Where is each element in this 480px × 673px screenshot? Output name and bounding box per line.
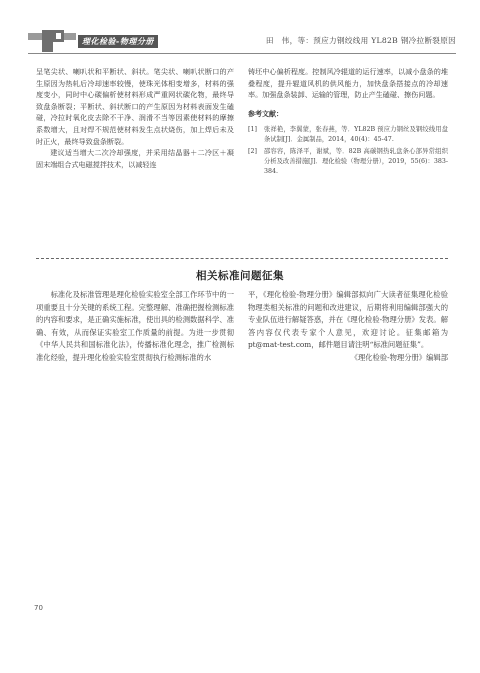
reference-item bbox=[248, 125, 448, 145]
notice-paragraph: 标准化及标准管理是理化检验实验室全部工作环节中的一项重要且十分关键的系统工程。完整理解、准确把握检测标准的内容和要求，是正确实施标准，使出具的检测数据科学、准确、有效，从而保证实验室工作质量的前提。为进一步贯彻《中华人民共和国标准化法》，传播标准化理念，推广检测标准化经验，提升理化检验实验室贯彻执行检测标准的水 bbox=[36, 290, 234, 362]
notice-title: 相关标准问题征集 bbox=[196, 270, 284, 282]
references-heading: 参考文献： bbox=[248, 109, 283, 118]
article-paragraph: 建议适当增大二次冷却强度，并采用结晶器＋二冷区＋凝固末端组合式电磁搅拌技术，以减轻连 bbox=[36, 148, 234, 169]
notice-left-column bbox=[36, 289, 234, 365]
page-header bbox=[28, 30, 456, 52]
article-left-column bbox=[36, 66, 234, 170]
journal-logo-icon bbox=[28, 30, 76, 52]
notice-right-column bbox=[248, 289, 448, 365]
notice-paragraph: 平，《理化检验-物理分册》编辑部拟向广大读者征集理化检验物理类相关标准的问题和改进建议，后期将利用编辑部强大的专业队伍进行解疑答惑，并在《理化检验-物理分册》发表。解答内容仅代表专家个人意见，欢迎讨论。征集邮箱为 pt@mat-test.com，邮件题目请注明“标准问题征集”。 bbox=[248, 290, 448, 350]
reference-text: 张祥艳，李翼蒙，张春燕，等．YL82B 预应力钢丝及钢绞线用盘条试制[J]．金属制品，2014，40(4)：45-47. bbox=[264, 126, 448, 144]
notice-signature: 《理化检验-物理分册》编辑部 bbox=[350, 352, 448, 362]
header-rule bbox=[28, 53, 456, 54]
page-number: 70 bbox=[34, 604, 43, 612]
journal-name: 理化检验-物理分册 bbox=[78, 35, 158, 48]
article-paragraph: 呈笔尖状、喇叭状和平断状、斜状。笔尖状、喇叭状断口的产生原因为热轧后冷却速率较慢，使珠光体相变增多，材料的强度变小，同时中心碳偏析使材料形成严重网状碳化物，最终导致盘条断裂；平断状、斜状断口的产生原因为材料表面发生磕碰，冷拉时氧化皮去除不干净、润滑不当等因素使材料的摩擦系数增大，且对焊不规范使材料发生点状烧伤，加上焊后未及时正火，最终导致盘条断裂。 bbox=[36, 67, 234, 146]
reference-item bbox=[248, 147, 448, 177]
reference-text: 邵容容，陈泽平，谢斌，等．82B 高碳钢热轧盘条心部异常组织分析及改善措施[J]．理化检验（物理分册），2019，55(6)：383-384. bbox=[264, 148, 448, 176]
article-paragraph: 铸坯中心偏析程度。控制风冷辊道的运行速率，以减小盘条的堆叠程度，提升辊道风机的供风能力，加快盘条搭接点的冷却速率。加强盘条装卸、运输的管理，防止产生磕碰、擦伤问题。 bbox=[248, 67, 448, 100]
article-right-column bbox=[248, 66, 448, 179]
reference-number: [2] bbox=[248, 148, 257, 156]
running-title: 田 伟，等：预应力钢绞线用 YL82B 钢冷拉断裂原因 bbox=[265, 36, 456, 45]
reference-number: [1] bbox=[248, 126, 257, 134]
section-divider bbox=[36, 258, 448, 259]
